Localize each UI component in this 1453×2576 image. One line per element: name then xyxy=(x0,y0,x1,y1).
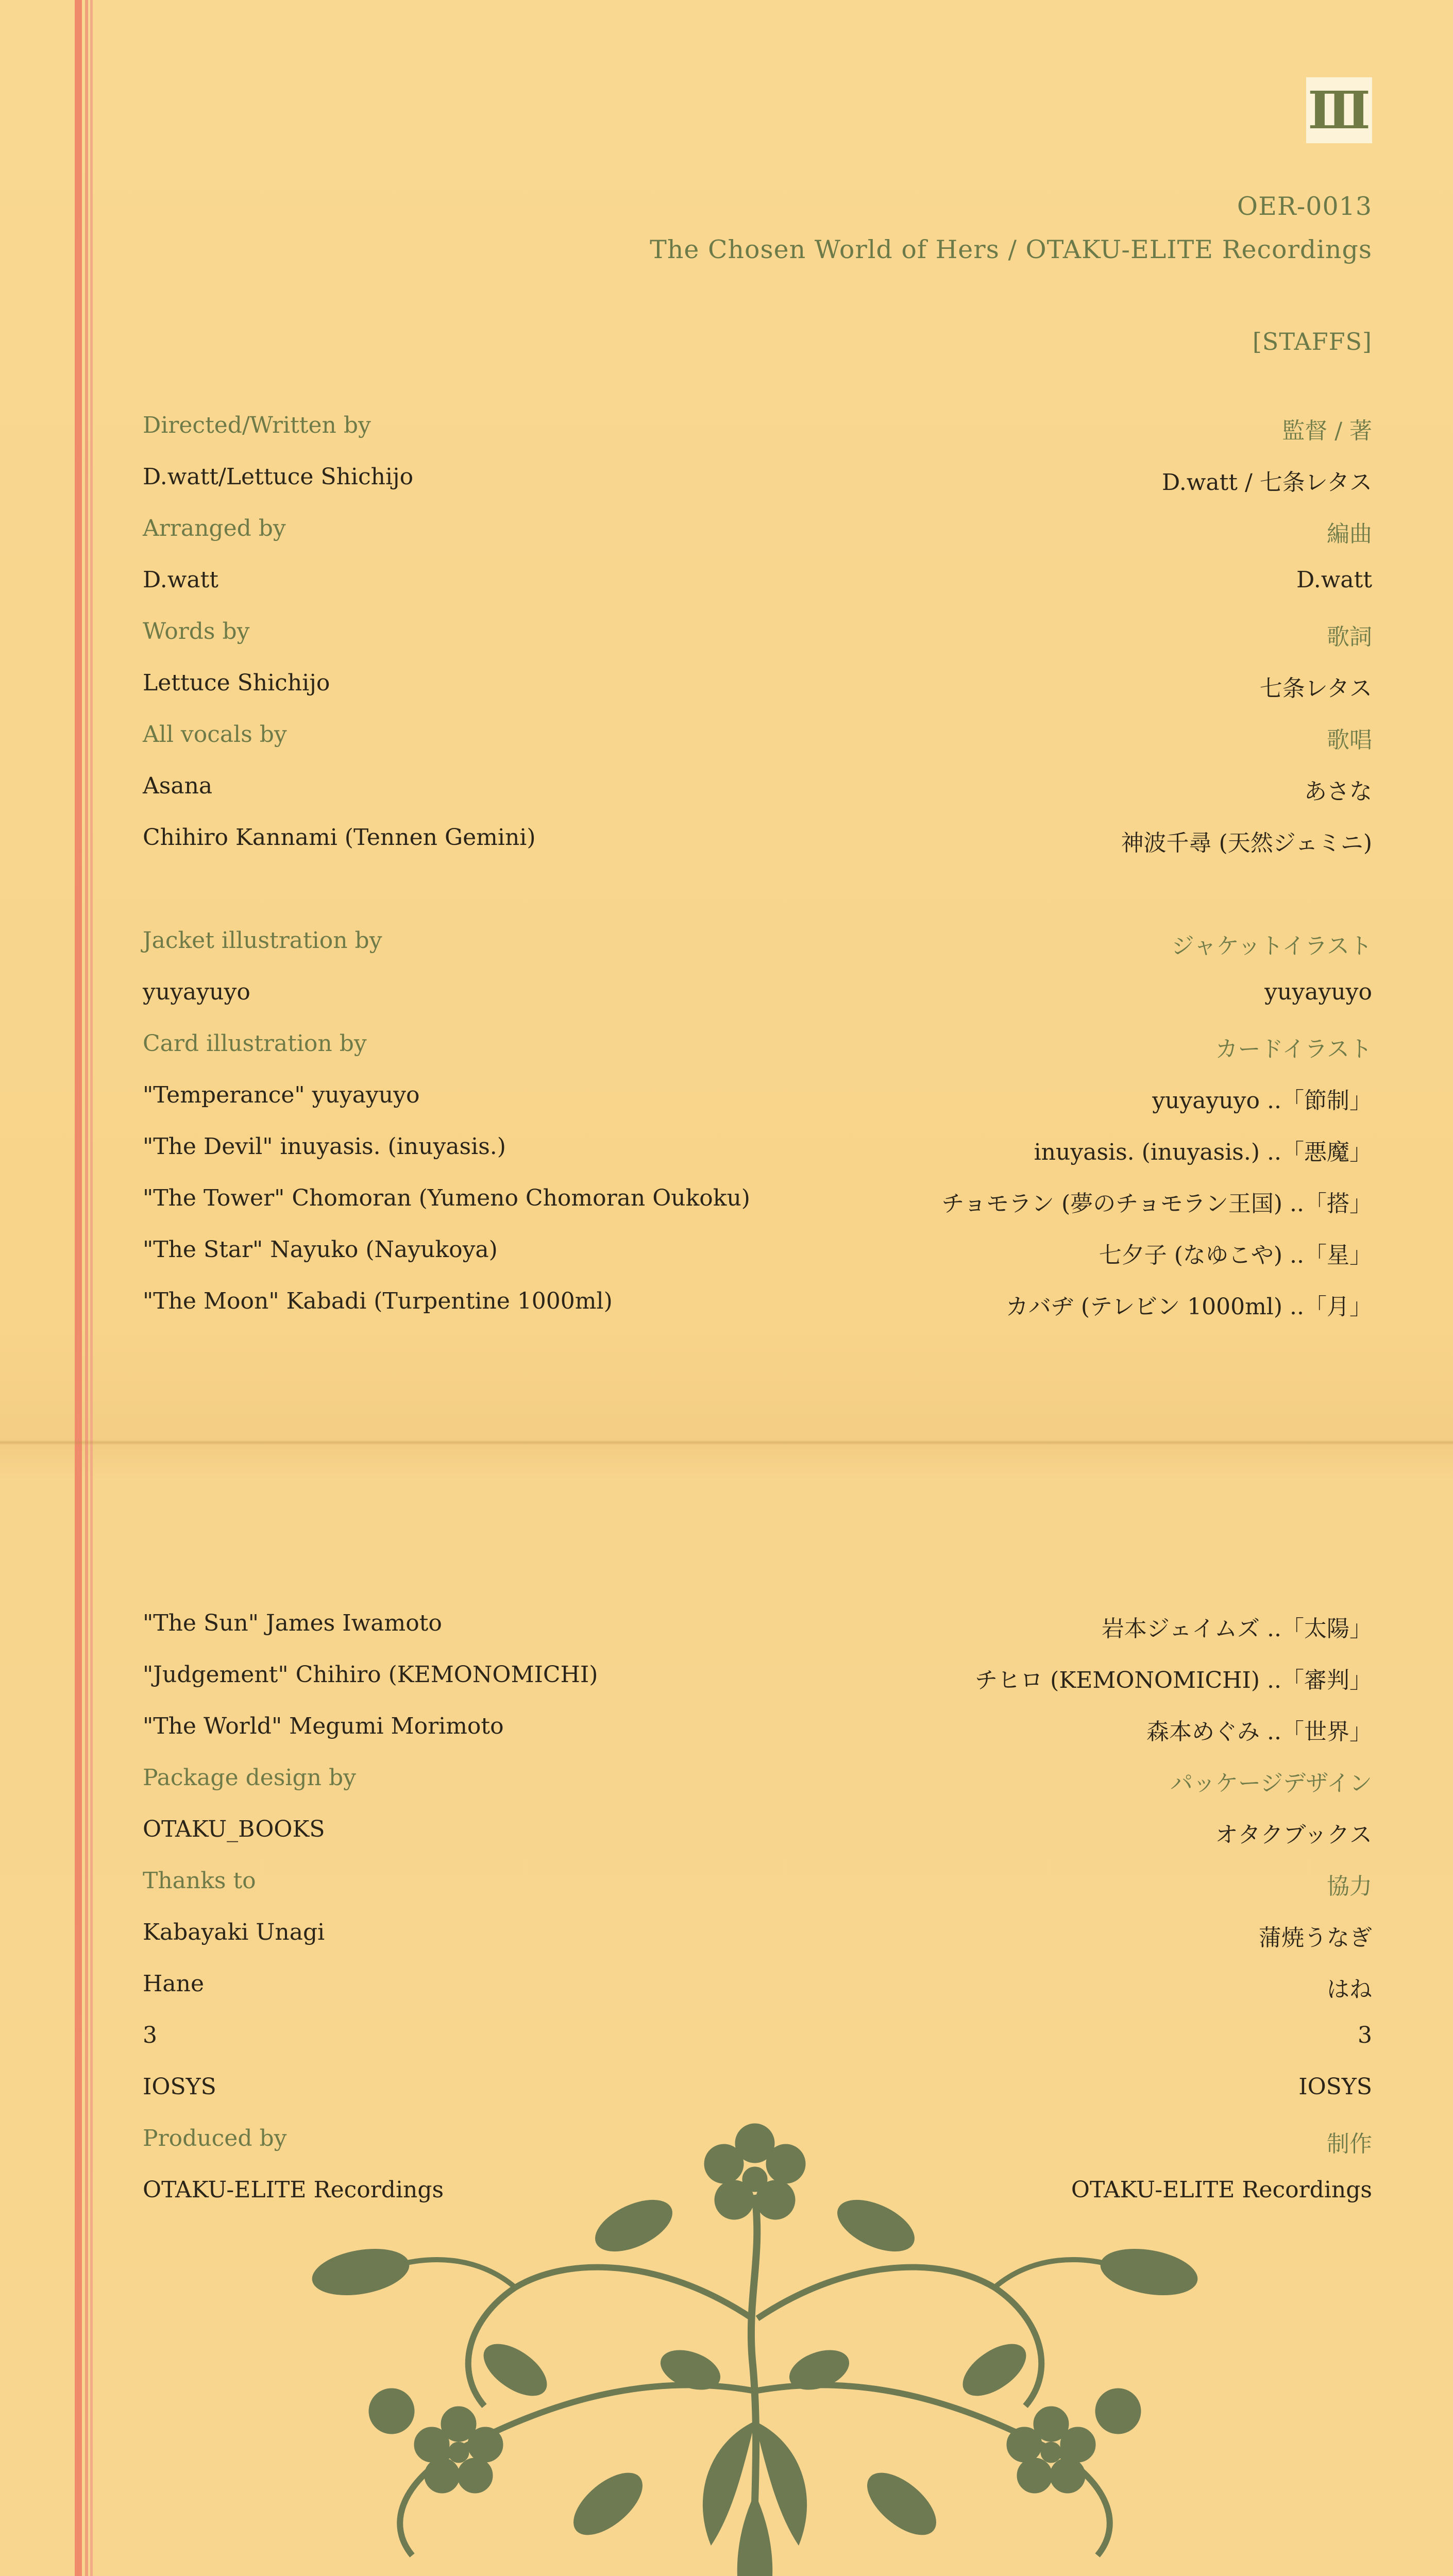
name-ja: yuyayuyo xyxy=(1264,979,1372,1005)
name-en: Lettuce Shichijo xyxy=(143,670,330,696)
name-en: "The Moon" Kabadi (Turpentine 1000ml) xyxy=(143,1288,613,1314)
staff-role-row xyxy=(0,515,1453,546)
album-title: The Chosen World of Hers / OTAKU-ELITE Recordings xyxy=(650,235,1372,264)
role-label-ja: 制作 xyxy=(1327,2131,1372,2157)
name-en: "The World" Megumi Morimoto xyxy=(143,1713,504,1739)
role-label-ja: ジャケットイラスト xyxy=(1171,933,1372,959)
name-ja: チヒロ (KEMONOMICHI) ..「審判」 xyxy=(975,1667,1372,1693)
role-label-ja: 監督 / 著 xyxy=(1282,418,1372,444)
staff-name-row xyxy=(0,1610,1453,1641)
name-ja: カバヂ (テレビン 1000ml) ..「月」 xyxy=(1005,1294,1372,1320)
staff-name-row xyxy=(0,2022,1453,2053)
role-label-en: Produced by xyxy=(143,2125,287,2151)
role-label-ja: 歌詞 xyxy=(1327,624,1372,650)
staff-name-row xyxy=(0,1082,1453,1113)
role-label-ja: 編曲 xyxy=(1327,521,1372,547)
name-en: 3 xyxy=(143,2022,157,2048)
role-label-en: Thanks to xyxy=(143,1868,256,1894)
name-ja: 神波千尋 (天然ジェミニ) xyxy=(1121,830,1372,856)
name-ja: D.watt xyxy=(1296,567,1372,593)
staff-name-row xyxy=(0,1288,1453,1319)
role-label-en: Package design by xyxy=(143,1765,356,1791)
name-en: "Temperance" yuyayuyo xyxy=(143,1082,420,1108)
volume-mark: Ⅲ xyxy=(1308,80,1371,141)
volume-badge xyxy=(1306,77,1372,143)
staff-role-row xyxy=(0,618,1453,649)
staff-role-row xyxy=(0,1868,1453,1899)
name-ja: yuyayuyo ..「節制」 xyxy=(1152,1088,1372,1114)
staff-role-row xyxy=(0,721,1453,752)
staff-role-row xyxy=(0,1030,1453,1061)
staff-name-row xyxy=(0,1919,1453,1950)
name-en: OTAKU-ELITE Recordings xyxy=(143,2177,444,2203)
name-ja: チョモラン (夢のチョモラン王国) ..「搭」 xyxy=(941,1191,1372,1217)
staff-name-row xyxy=(0,1713,1453,1744)
role-label-ja: カードイラスト xyxy=(1215,1036,1372,1062)
name-en: IOSYS xyxy=(143,2074,216,2100)
name-ja: 七夕子 (なゆこや) ..「星」 xyxy=(1099,1242,1372,1268)
staff-name-row xyxy=(0,1236,1453,1267)
role-label-ja: パッケージデザイン xyxy=(1170,1770,1372,1797)
floral-ornament-shapes xyxy=(309,2124,1201,2576)
name-ja: あさな xyxy=(1304,778,1372,805)
catalog-number: OER-0013 xyxy=(1237,192,1372,221)
name-en: "The Sun" James Iwamoto xyxy=(143,1610,442,1636)
staff-name-row xyxy=(0,670,1453,701)
staff-name-row xyxy=(0,1816,1453,1847)
role-label-en: Card illustration by xyxy=(143,1030,367,1057)
name-en: "The Devil" inuyasis. (inuyasis.) xyxy=(143,1133,506,1160)
page-fold-line xyxy=(0,1440,1453,1445)
name-en: "The Star" Nayuko (Nayukoya) xyxy=(143,1236,498,1263)
name-ja: 七条レタス xyxy=(1259,675,1372,702)
name-en: "Judgement" Chihiro (KEMONOMICHI) xyxy=(143,1662,598,1688)
staff-name-row xyxy=(0,1971,1453,2002)
staff-name-row xyxy=(0,824,1453,855)
name-en: D.watt xyxy=(143,567,218,593)
name-ja: 蒲焼うなぎ xyxy=(1259,1925,1372,1951)
name-en: "The Tower" Chomoran (Yumeno Chomoran Oukoku) xyxy=(143,1185,750,1211)
staff-name-row xyxy=(0,464,1453,495)
name-ja: inuyasis. (inuyasis.) ..「悪魔」 xyxy=(1034,1139,1372,1165)
role-label-ja: 協力 xyxy=(1327,1873,1372,1900)
name-ja: はね xyxy=(1327,1976,1372,2003)
name-ja: 森本めぐみ ..「世界」 xyxy=(1146,1719,1372,1745)
name-ja: OTAKU-ELITE Recordings xyxy=(1071,2177,1372,2203)
name-en: Kabayaki Unagi xyxy=(143,1919,325,1945)
staff-name-row xyxy=(0,773,1453,804)
role-label-en: All vocals by xyxy=(143,721,287,748)
name-en: yuyayuyo xyxy=(143,979,250,1005)
role-label-ja: 歌唱 xyxy=(1327,727,1372,753)
staff-name-row xyxy=(0,1133,1453,1164)
name-ja: 3 xyxy=(1358,2022,1372,2048)
name-en: D.watt/Lettuce Shichijo xyxy=(143,464,414,490)
staff-name-row xyxy=(0,1185,1453,1216)
staff-role-row xyxy=(0,412,1453,443)
name-en: Hane xyxy=(143,1971,204,1997)
name-en: Asana xyxy=(143,773,213,799)
name-ja: 岩本ジェイムズ ..「太陽」 xyxy=(1101,1616,1372,1642)
role-label-en: Arranged by xyxy=(143,515,286,541)
name-ja: オタクブックス xyxy=(1215,1822,1372,1848)
name-en: Chihiro Kannami (Tennen Gemini) xyxy=(143,824,536,851)
staff-name-row xyxy=(0,567,1453,598)
staff-name-row xyxy=(0,1662,1453,1692)
staffs-heading: [STAFFS] xyxy=(1252,328,1372,355)
role-label-en: Directed/Written by xyxy=(143,412,371,438)
staff-name-row xyxy=(0,2074,1453,2105)
contact-url-line xyxy=(448,2573,1372,2576)
floral-ornament xyxy=(299,2102,1211,2576)
staff-name-row xyxy=(0,979,1453,1010)
role-label-en: Jacket illustration by xyxy=(143,927,382,954)
staff-role-row xyxy=(0,927,1453,958)
name-ja: IOSYS xyxy=(1298,2074,1372,2100)
name-en: OTAKU_BOOKS xyxy=(143,1816,325,1842)
name-ja: D.watt / 七条レタス xyxy=(1162,469,1372,496)
staff-role-row xyxy=(0,1765,1453,1795)
role-label-en: Words by xyxy=(143,618,250,645)
